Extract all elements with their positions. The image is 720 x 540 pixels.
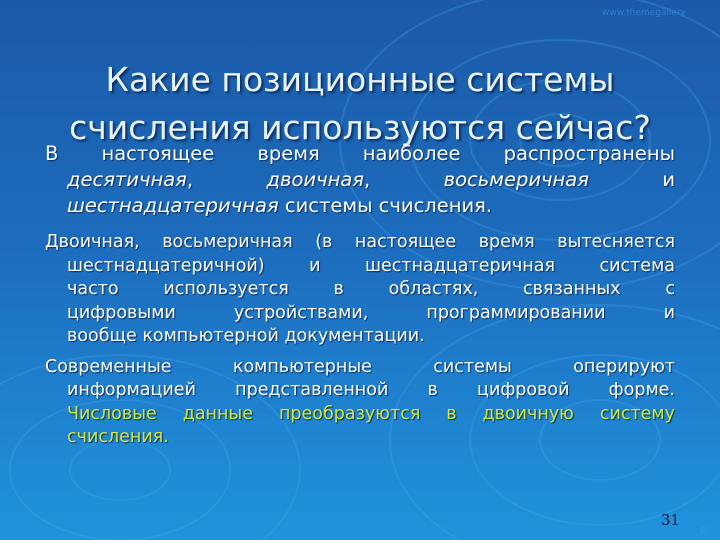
paragraph-1-line-3: шестнадцатеричная системы счисления. xyxy=(67,194,493,217)
paragraph-3-highlight-line: Числовые данные преобразуются в двоичную систему xyxy=(67,403,675,424)
slide-body xyxy=(45,141,675,457)
term-hexadecimal: шестнадцатеричная xyxy=(67,194,279,217)
paragraph-2 xyxy=(45,231,675,349)
term-decimal: десятичная xyxy=(67,168,187,191)
term-octal: восьмеричная xyxy=(443,168,589,191)
term-binary: двоичная xyxy=(266,168,365,191)
paragraph-1-line-1: В настоящее время наиболее распространены xyxy=(45,142,676,165)
paragraph-1-line-2: десятичная, двоичная, восьмеричная и xyxy=(67,168,676,191)
paragraph-3-line: Современные компьютерные системы оперируют xyxy=(45,356,675,377)
paragraph-3-line: информацией представленной в цифровой форме. xyxy=(67,380,675,400)
paragraph-3-highlight-line: счисления. xyxy=(67,427,169,447)
corner-mark: © xyxy=(699,526,708,536)
paragraph-2-line: шестнадцатеричной) и шестнадцатеричная система xyxy=(67,255,675,276)
paragraph-2-line: часто используется в областях, связанных с xyxy=(67,279,675,299)
page-number: 31 xyxy=(661,511,681,529)
watermark-text: www.themegallery xyxy=(602,8,686,18)
slide-title-line-1: Какие позиционные системы xyxy=(105,60,615,100)
paragraph-1 xyxy=(45,141,675,219)
paragraph-2-line: вообще компьютерной документации. xyxy=(67,326,425,346)
paragraph-2-line: цифровыми устройствами, программировании и xyxy=(67,302,675,323)
paragraph-2-line: Двоичная, восьмеричная (в настоящее время вытесняется xyxy=(45,232,675,252)
paragraph-3 xyxy=(45,356,675,450)
slide-title-line-2: счисления используются сейчас? xyxy=(69,108,651,148)
slide-title xyxy=(0,56,720,152)
